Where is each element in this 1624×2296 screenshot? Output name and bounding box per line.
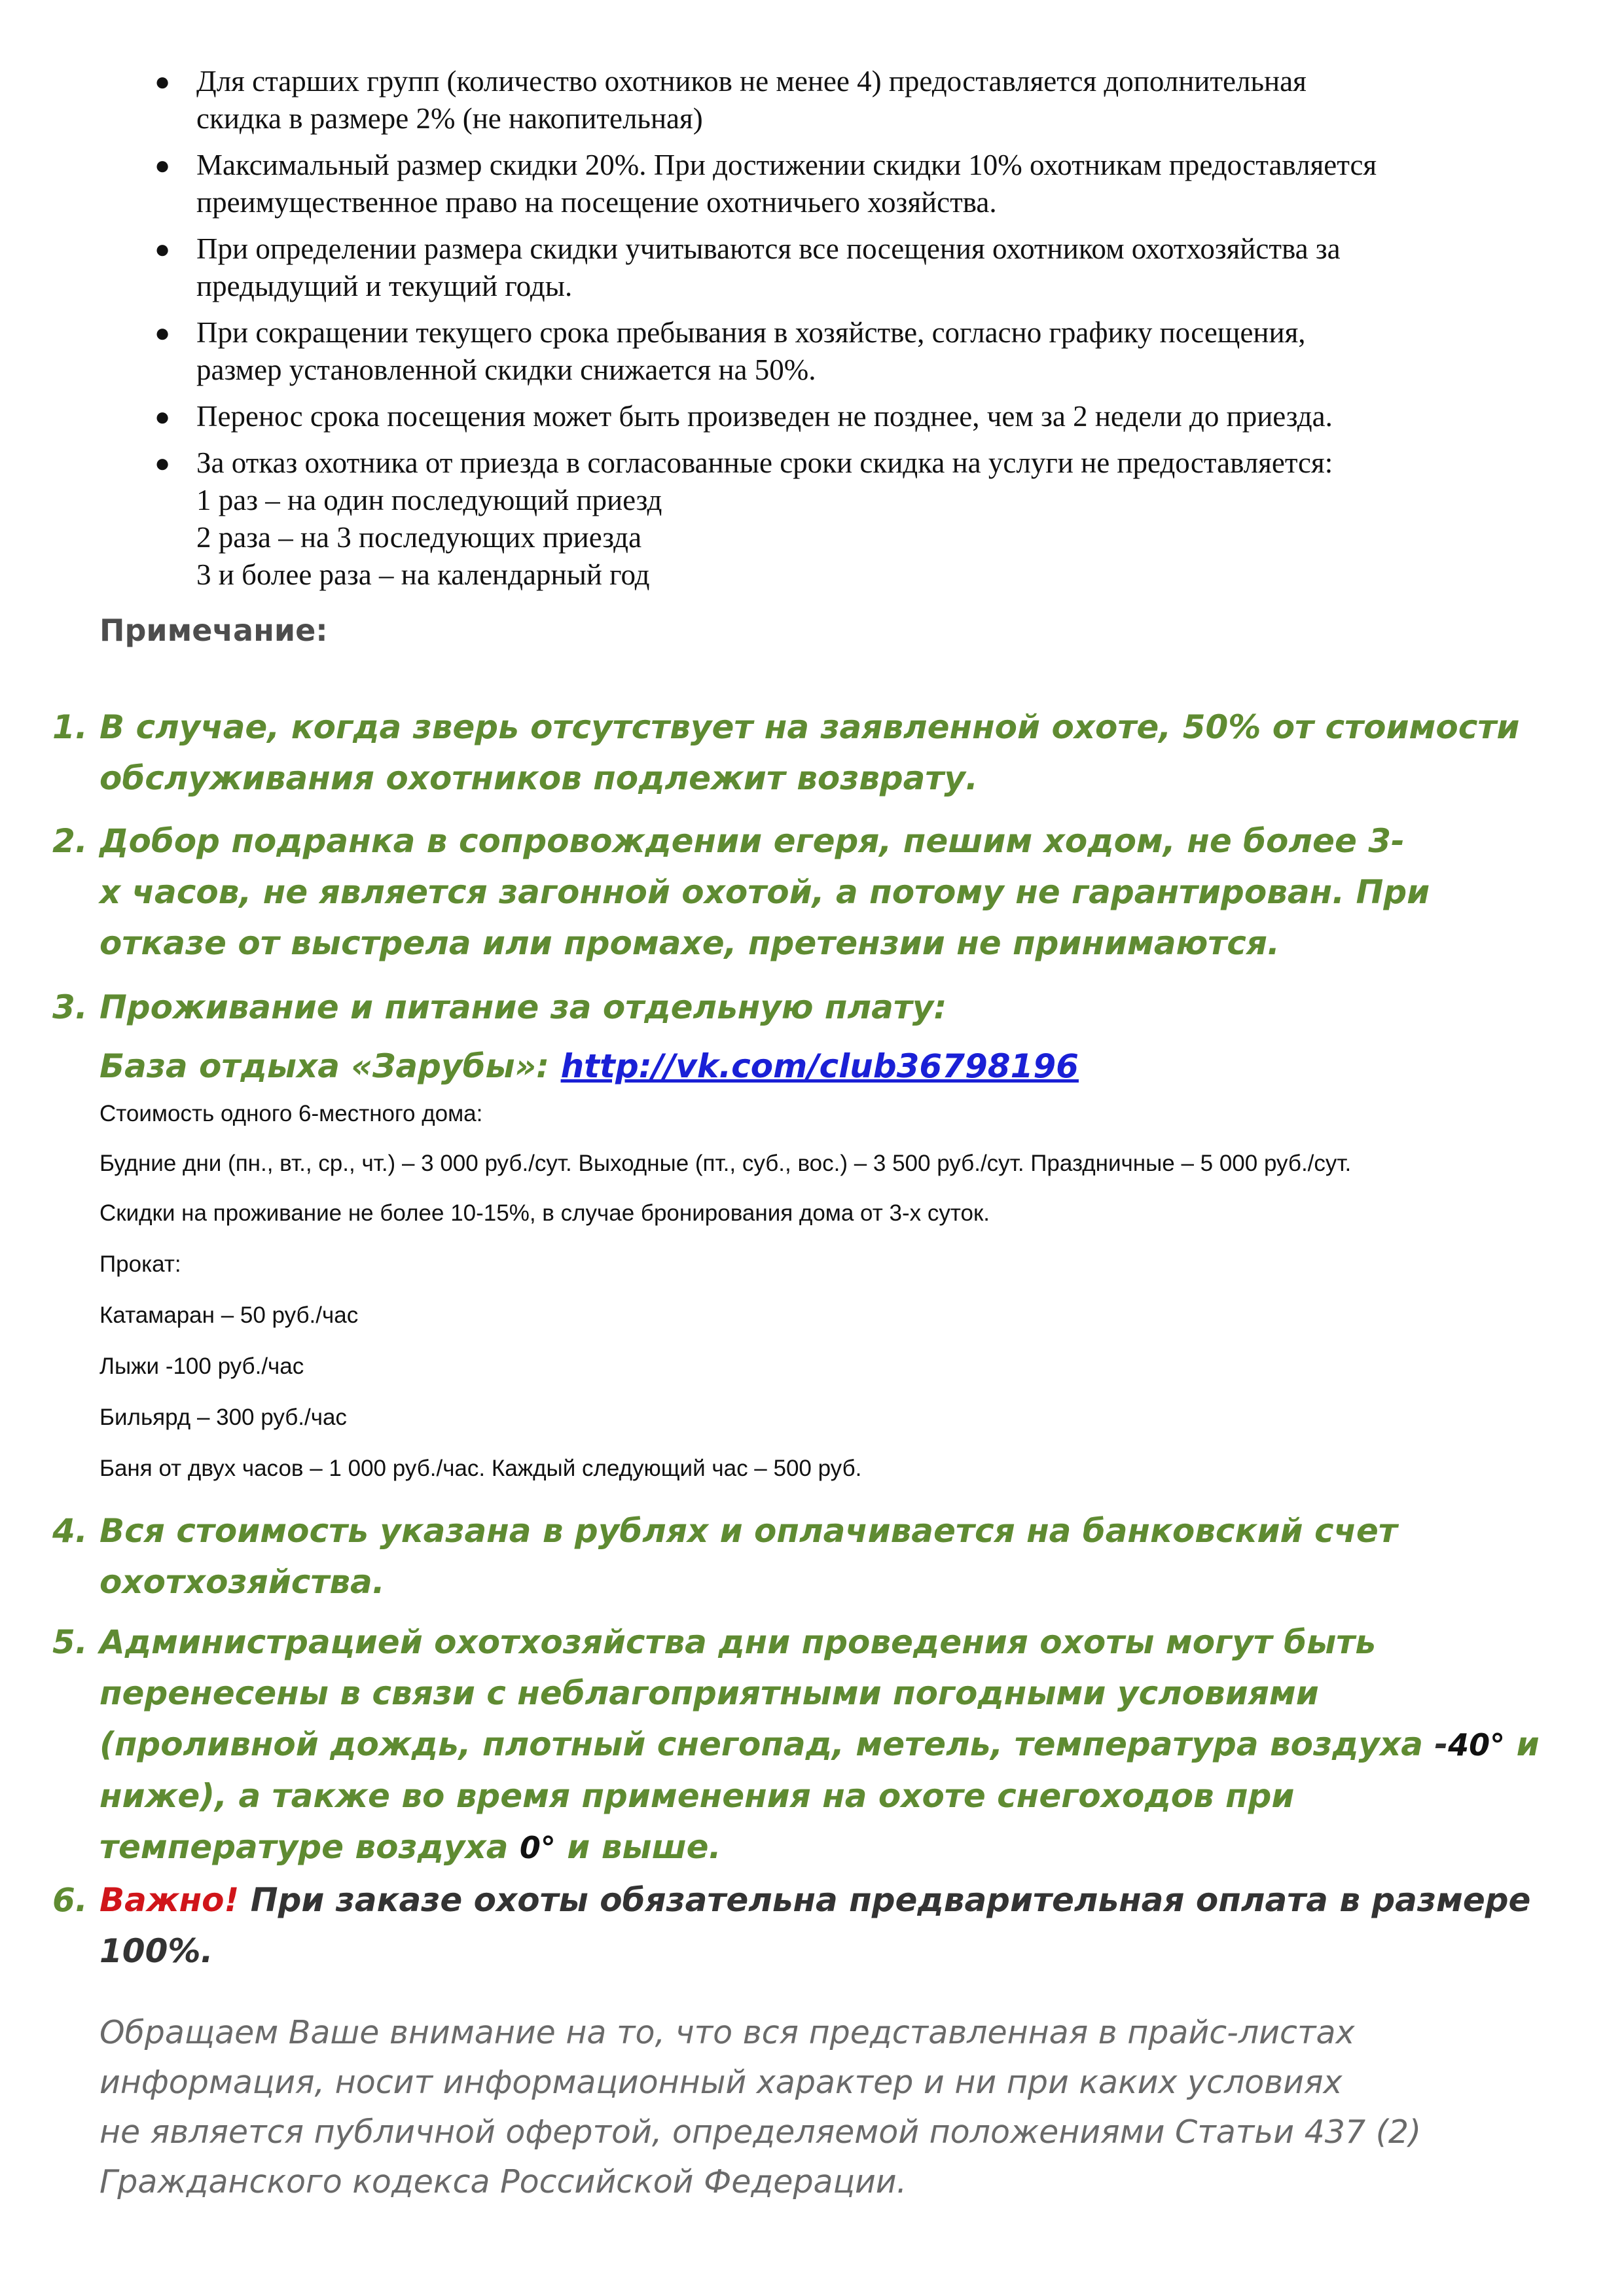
disclaimer: Обращаем Ваше внимание на то, что вся представленная в прайс-листах информация, носит информационный характер и ни при каких условиях не является публичной офертой, определяемой положениями Статьи 437 (2) Гражданского кодекса Российской Федерации. [99,2014,1422,2200]
bullet-icon: ● [154,318,171,348]
note-heading: Примечание: [99,613,328,648]
list-item: ● При определении размера скидки учитываются все посещения охотником охотхозяйства за предыдущий и текущий годы. [157,230,1558,305]
temperature-value: 0° [519,1830,556,1865]
list-item: ● При сокращении текущего срока пребывания в хозяйстве, согласно графику посещения, размер установленной скидки снижается на 50%. [157,314,1558,389]
rental-item: Баня от двух часов – 1 000 руб./час. Каждый следующий час – 500 руб. [99,1456,862,1481]
house-cost-label: Стоимость одного 6-местного дома: [99,1101,483,1126]
note-number: 2. [52,822,88,860]
temperature-value: 40° [1448,1727,1506,1763]
list-item: ● Перенос срока посещения может быть произведен не позднее, чем за 2 недели до приезда. [157,398,1558,435]
rental-label: Прокат: [99,1251,181,1277]
rental-item: Катамаран – 50 руб./час [99,1302,359,1328]
bullet-icon: ● [154,402,171,431]
note-number: 1. [52,708,88,746]
important-label: Важно! [99,1881,240,1919]
base-label: База отдыха «Зарубы»: [99,1047,550,1085]
discount-rules-list [154,63,1558,603]
rental-item: Лыжи -100 руб./час [99,1354,304,1379]
list-item: ● Максимальный размер скидки 20%. При достижении скидки 10% охотникам предоставляется преимущественное право на посещение охотничьего хозяйства. [157,147,1558,221]
note-number: 5. [52,1623,88,1661]
rental-item: Бильярд – 300 руб./час [99,1405,347,1430]
bullet-icon: ● [154,448,171,478]
house-rates: Будние дни (пн., вт., ср., чт.) – 3 000 руб./сут. Выходные (пт., суб., вос.) – 3 500 руб./сут. Праздничные – 5 000 руб./сут. [99,1151,1352,1176]
list-item: ● За отказ охотника от приезда в согласованные сроки скидка на услуги не предоставляется: 1 раз – на один последующий приезд 2 раза – на 3 последующих приезда 3 и более раза – на календарный год [157,444,1558,594]
bullet-icon: ● [154,234,171,264]
lodging-discount: Скидки на проживание не более 10-15%, в случае бронирования дома от 3-х суток. [99,1200,990,1226]
vk-club-link[interactable]: http://vk.com/club36798196 [560,1047,1079,1085]
note-number: 6. [52,1881,88,1919]
note-number: 3. [52,988,88,1026]
list-item: ● Для старших групп (количество охотников не менее 4) предоставляется дополнительная скидка в размере 2% (не накопительная) [157,63,1558,137]
bullet-icon: ● [154,67,171,96]
note-number: 4. [52,1512,88,1550]
bullet-icon: ● [154,151,171,180]
